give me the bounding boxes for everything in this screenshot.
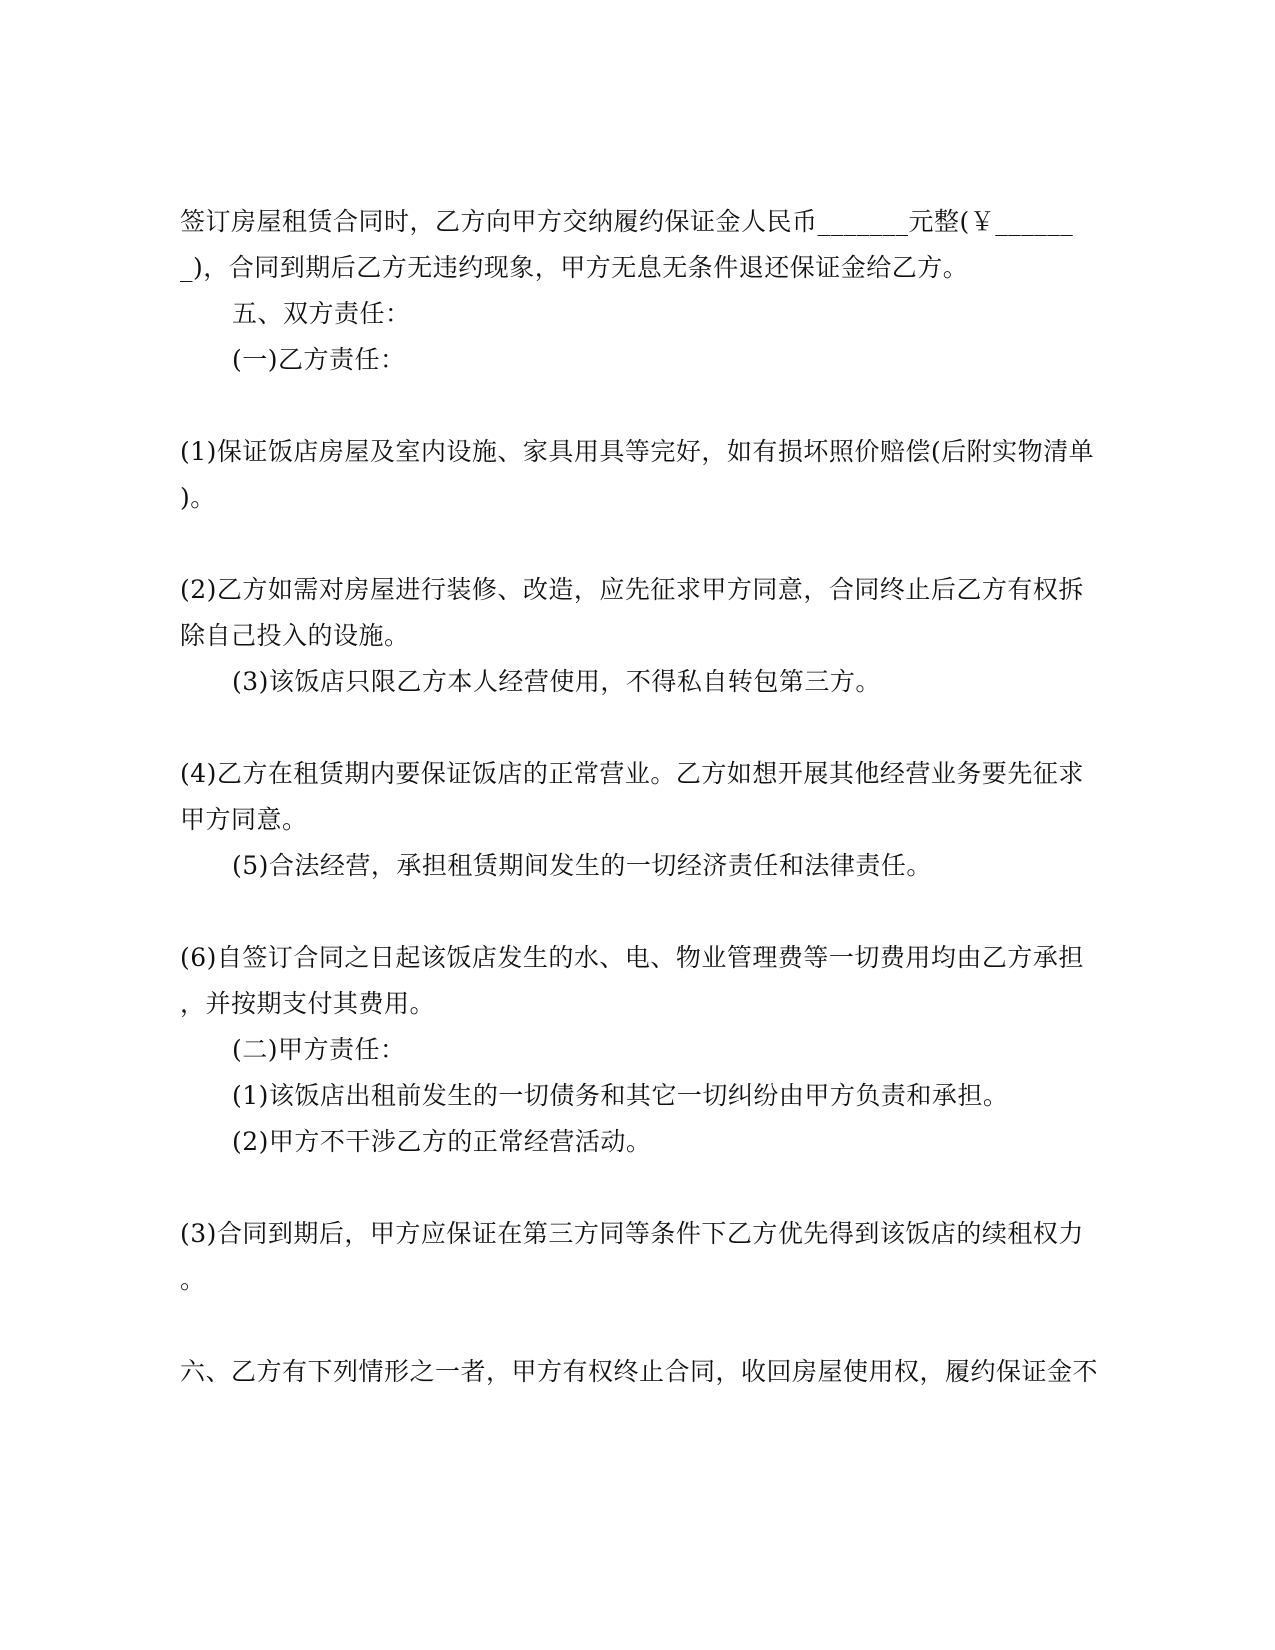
- subsection-heading: (二)甲方责任：: [232, 1035, 406, 1064]
- section-heading: 五、双方责任：: [232, 299, 411, 328]
- text-line: _)，合同到期后乙方无违约现象，甲方无息无条件退还保证金给乙方。: [180, 253, 969, 282]
- text-line: ，并按期支付其费用。: [180, 989, 436, 1018]
- text-line: 除自己投入的设施。: [180, 621, 410, 650]
- text-line: 签订房屋租赁合同时，乙方向甲方交纳履约保证金人民币_______元整(￥______: [180, 207, 1074, 236]
- text-line: 。: [180, 1265, 206, 1294]
- list-item: (1)该饭店出租前发生的一切债务和其它一切纠纷由甲方负责和承担。: [232, 1081, 1009, 1110]
- text-line: )。: [180, 483, 216, 512]
- subsection-heading: (一)乙方责任：: [232, 345, 406, 374]
- list-item: (2)乙方如需对房屋进行装修、改造，应先征求甲方同意，合同终止后乙方有权拆: [180, 575, 1084, 604]
- list-item: (6)自签订合同之日起该饭店发生的水、电、物业管理费等一切费用均由乙方承担: [180, 943, 1084, 972]
- list-item: (2)甲方不干涉乙方的正常经营活动。: [232, 1127, 652, 1156]
- list-item: (3)合同到期后，甲方应保证在第三方同等条件下乙方优先得到该饭店的续租权力: [180, 1219, 1084, 1248]
- list-item: (5)合法经营，承担租赁期间发生的一切经济责任和法律责任。: [232, 851, 932, 880]
- list-item: (4)乙方在租赁期内要保证饭店的正常营业。乙方如想开展其他经营业务要先征求: [180, 759, 1084, 788]
- text-line: 甲方同意。: [180, 805, 308, 834]
- list-item: (1)保证饭店房屋及室内设施、家具用具等完好，如有损坏照价赔偿(后附实物清单: [180, 437, 1095, 466]
- list-item: (3)该饭店只限乙方本人经营使用，不得私自转包第三方。: [232, 667, 881, 696]
- section-heading: 六、乙方有下列情形之一者，甲方有权终止合同，收回房屋使用权，履约保证金不: [180, 1357, 1099, 1386]
